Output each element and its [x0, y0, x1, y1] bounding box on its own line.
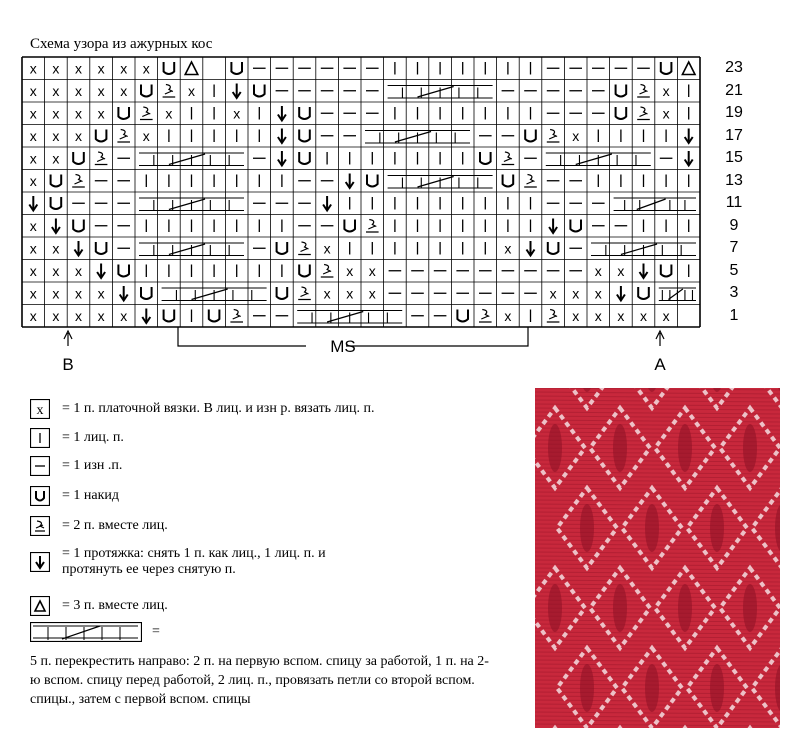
- chart-cell: [547, 130, 560, 143]
- chart-row: [30, 173, 689, 189]
- chart-cell: [51, 197, 62, 209]
- legend-text: = 1 протяжка: снять 1 п. как лиц., 1 лиц. п. и протянуть ее через снятую п.: [62, 546, 326, 577]
- svg-text:x: x: [120, 82, 128, 99]
- svg-text:x: x: [368, 262, 376, 279]
- chart-cell: [617, 286, 625, 301]
- svg-text:x: x: [97, 60, 105, 77]
- cable-note: 5 п. перекрестить направо: 2 п. на первую вспом. спицу за работой, 1 п. на 2-ю вспом. спицу перед работой, 2 лиц. п., провязать петли со второй вспом. спицы., затем с первой вспом. спицы: [30, 654, 489, 707]
- chart-cell: [277, 242, 288, 254]
- svg-text:x: x: [97, 307, 105, 324]
- chart-cell: [616, 85, 627, 97]
- chart-cell: [30, 263, 37, 279]
- chart-cell: [572, 308, 579, 324]
- chart-cell: [75, 241, 83, 256]
- row-number: 11: [725, 194, 743, 211]
- chart-cell: [369, 285, 376, 301]
- cable-cross-symbol: [546, 153, 651, 166]
- row-number: 9: [729, 216, 739, 234]
- chart-cell: [550, 285, 557, 301]
- svg-text:x: x: [29, 217, 37, 234]
- chart-cell: [663, 105, 670, 121]
- chart-cell: [480, 152, 491, 164]
- chart-cell: [52, 128, 59, 144]
- cable-cross-symbol: [139, 153, 244, 166]
- legend-item: [30, 596, 168, 616]
- chart-cell: [324, 285, 331, 301]
- chart-cell: [75, 308, 82, 324]
- chart-cell: [98, 83, 105, 99]
- svg-text:x: x: [504, 240, 512, 257]
- chart-cell: [30, 285, 37, 301]
- cable-cross-symbol: [162, 288, 267, 301]
- legend-text: = 1 лиц. п.: [62, 430, 124, 445]
- chart-cell: [98, 285, 105, 301]
- svg-text:x: x: [29, 172, 37, 189]
- chart-cell: [52, 150, 59, 166]
- chart-cell: [685, 151, 693, 166]
- chart-cell: [164, 62, 175, 74]
- svg-text:x: x: [188, 82, 195, 99]
- legend-item: [30, 486, 119, 506]
- knit-sample-photo: [535, 388, 780, 728]
- chart-cell: [663, 83, 670, 99]
- cable-cross-symbol: [297, 311, 402, 324]
- chart-cell: [503, 175, 514, 187]
- legend-symbol-icon: [30, 596, 50, 616]
- chart-cell: [30, 150, 37, 166]
- chart-cell: [120, 308, 127, 324]
- chart-cell: [95, 152, 108, 165]
- chart-cell: [98, 105, 105, 121]
- legend-item: [30, 428, 124, 448]
- chart-cell: [299, 107, 310, 119]
- row-number: 19: [725, 104, 743, 121]
- svg-text:x: x: [36, 403, 44, 418]
- chart-row: [30, 105, 689, 121]
- svg-text:x: x: [617, 262, 625, 279]
- chart-cell: [118, 107, 129, 119]
- row-number: 21: [725, 81, 743, 99]
- chart-cell: [120, 60, 127, 76]
- chart-cell: [96, 242, 107, 254]
- svg-text:x: x: [29, 82, 37, 99]
- cable-cross-symbol: [388, 176, 493, 189]
- chart-cell: [685, 129, 693, 144]
- chart-cell: [298, 242, 311, 255]
- chart-row: [30, 285, 696, 301]
- chart-cell: [141, 85, 152, 97]
- chart-cell: [75, 60, 82, 76]
- chart-cell: [30, 128, 37, 144]
- chart-cell: [299, 152, 310, 164]
- svg-text:x: x: [52, 127, 60, 144]
- chart-cell: [120, 83, 127, 99]
- chart-cell: [75, 83, 82, 99]
- chart-cell: [209, 310, 220, 322]
- chart-cell: [617, 263, 624, 279]
- chart-cell: [51, 175, 62, 187]
- chart-cell: [52, 285, 59, 301]
- legend-text: = 2 п. вместе лиц.: [62, 518, 168, 533]
- chart-row: [30, 60, 695, 76]
- chart-cell: [278, 106, 286, 121]
- chart-cell: [616, 107, 627, 119]
- chart-cell: [30, 240, 37, 256]
- chart-cell: [73, 152, 84, 164]
- chart-cell: [75, 285, 82, 301]
- svg-text:x: x: [29, 105, 37, 122]
- svg-text:x: x: [29, 285, 37, 302]
- svg-text:x: x: [233, 105, 241, 122]
- marker-b-label: B: [62, 355, 74, 374]
- chart-cell: [29, 196, 37, 211]
- chart-row: [30, 308, 670, 324]
- chart-cell: [30, 60, 37, 76]
- legend-item: [30, 622, 160, 642]
- chart-cell: [572, 285, 579, 301]
- svg-text:x: x: [75, 262, 82, 279]
- chart-cell: [346, 285, 353, 301]
- row-number: 7: [729, 239, 739, 256]
- row-number: 15: [725, 149, 743, 166]
- chart-cell: [638, 287, 649, 299]
- chart-cell: [52, 83, 59, 99]
- chart-cell: [637, 85, 650, 98]
- chart-cell: [298, 287, 311, 300]
- chart-cell: [299, 130, 310, 142]
- chart-cell: [595, 263, 602, 279]
- chart-cell: [524, 175, 537, 188]
- svg-text:x: x: [75, 285, 82, 302]
- svg-text:x: x: [368, 285, 376, 302]
- svg-text:x: x: [617, 307, 625, 324]
- row-number: 3: [729, 284, 739, 301]
- chart-cell: [117, 130, 130, 143]
- svg-text:x: x: [142, 60, 150, 77]
- chart-cell: [52, 263, 59, 279]
- chart-cell: [640, 308, 647, 324]
- svg-text:x: x: [120, 307, 128, 324]
- chart-cell: [231, 62, 242, 74]
- chart-cell: [30, 308, 37, 324]
- svg-text:x: x: [662, 82, 670, 99]
- chart-cell: [504, 240, 511, 256]
- chart-cell: [278, 151, 286, 166]
- chart-cell: [52, 219, 60, 234]
- svg-text:x: x: [52, 105, 60, 122]
- chart-cell: [346, 263, 353, 279]
- legend-text: = 1 п. платочной вязки. В лиц. и изн р. вязать лиц. п.: [62, 401, 375, 416]
- legend-symbol-icon: [30, 552, 50, 572]
- legend-item: [30, 546, 326, 578]
- legend-item: [30, 456, 122, 476]
- chart-cell: [595, 285, 602, 301]
- svg-text:x: x: [29, 127, 37, 144]
- chart-cell: [30, 105, 37, 121]
- marker-a-label: A: [654, 355, 666, 374]
- chart-cell: [165, 105, 172, 121]
- chart-cell: [73, 220, 84, 232]
- svg-text:x: x: [75, 127, 82, 144]
- chart-cell: [324, 240, 331, 256]
- row-number: 23: [725, 59, 743, 76]
- svg-text:x: x: [504, 307, 512, 324]
- svg-text:x: x: [346, 285, 354, 302]
- chart-cell: [663, 308, 670, 324]
- chart-cell: [233, 84, 241, 99]
- chart-cell: [323, 196, 331, 211]
- svg-text:x: x: [594, 285, 602, 302]
- legend-item: [30, 399, 375, 419]
- svg-text:x: x: [594, 307, 602, 324]
- chart-cell: [570, 220, 581, 232]
- chart-cell: [164, 310, 175, 322]
- svg-text:x: x: [52, 285, 60, 302]
- svg-text:x: x: [29, 262, 37, 279]
- chart-cell: [163, 85, 176, 98]
- chart-cell: [254, 85, 265, 97]
- svg-text:x: x: [640, 307, 647, 324]
- chart-cell: [366, 220, 379, 233]
- legend-symbol-icon: [30, 486, 50, 506]
- svg-text:x: x: [29, 60, 37, 77]
- chart-cell: [52, 308, 59, 324]
- svg-text:x: x: [97, 82, 105, 99]
- chart-cell: [661, 265, 672, 277]
- legend-text: = 1 изн .п.: [62, 458, 123, 473]
- chart-cell: [185, 62, 198, 75]
- svg-text:x: x: [572, 285, 580, 302]
- chart-cell: [142, 309, 150, 324]
- svg-text:x: x: [572, 307, 580, 324]
- legend-symbol-icon: [30, 516, 50, 536]
- svg-text:x: x: [662, 105, 670, 122]
- svg-text:x: x: [52, 60, 60, 77]
- chart-cell: [369, 263, 376, 279]
- cable-cross-symbol: [139, 198, 244, 211]
- chart-row: [30, 83, 689, 99]
- svg-text:x: x: [97, 105, 105, 122]
- chart-cell: [30, 83, 37, 99]
- svg-text:x: x: [594, 262, 602, 279]
- legend-symbol-icon: [30, 428, 50, 448]
- svg-text:x: x: [323, 240, 331, 257]
- row-number: 13: [725, 171, 743, 189]
- cable-cross-symbol: [591, 243, 696, 256]
- chart-cell: [141, 287, 152, 299]
- chart-cell: [321, 265, 334, 278]
- svg-text:x: x: [75, 60, 82, 77]
- svg-text:x: x: [572, 127, 580, 144]
- svg-text:x: x: [120, 60, 128, 77]
- chart-row: [29, 196, 696, 211]
- chart-cell: [97, 264, 105, 279]
- cable-cross-symbol: [139, 243, 244, 256]
- chart-cell: [479, 310, 492, 323]
- svg-text:x: x: [75, 82, 82, 99]
- chart-cell: [640, 264, 648, 279]
- svg-text:x: x: [75, 105, 82, 122]
- marker-b-arrow: [64, 331, 72, 346]
- chart-cell: [617, 308, 624, 324]
- svg-text:x: x: [29, 307, 37, 324]
- chart-cell: [98, 308, 105, 324]
- chart-cell: [118, 265, 129, 277]
- chart-cell: [367, 175, 378, 187]
- chart-cell: [96, 130, 107, 142]
- legend-symbol-icon: [30, 399, 50, 419]
- chart-cell: [572, 128, 579, 144]
- chart-cell: [188, 83, 195, 99]
- cable-cross-symbol: [365, 131, 470, 144]
- svg-text:x: x: [52, 82, 60, 99]
- chart-cell: [143, 128, 150, 144]
- chart-row: [30, 218, 689, 234]
- chart-cell: [637, 107, 650, 120]
- chart-cell: [75, 105, 82, 121]
- chart-cell: [502, 152, 515, 165]
- chart-cell: [52, 60, 59, 76]
- legend-text: =: [152, 624, 160, 639]
- row-number: 17: [725, 126, 743, 144]
- chart-row: [30, 240, 696, 256]
- svg-text:x: x: [97, 285, 105, 302]
- chart-row: [30, 263, 689, 279]
- legend-text: = 1 накид: [62, 488, 120, 503]
- svg-text:x: x: [346, 262, 354, 279]
- legend-item: [30, 516, 168, 536]
- chart-cell: [595, 308, 602, 324]
- chart-cell: [547, 310, 560, 323]
- chart-cell: [230, 310, 243, 323]
- chart-cell: [682, 62, 695, 75]
- chart-cell: [661, 62, 672, 74]
- marker-a-arrow: [656, 331, 664, 346]
- chart-cell: [120, 286, 128, 301]
- chart-cell: [75, 128, 82, 144]
- chart-cell: [52, 105, 59, 121]
- svg-text:x: x: [29, 240, 37, 257]
- chart-cell: [72, 175, 85, 188]
- row-number: 5: [729, 261, 739, 279]
- chart-cell: [549, 219, 557, 234]
- chart-cell: [299, 265, 310, 277]
- ms-label: MS: [330, 337, 356, 356]
- chart-title: Схема узора из ажурных кос: [30, 36, 213, 52]
- chart-cell: [98, 60, 105, 76]
- chart-cell: [278, 129, 286, 144]
- chart-cell: [527, 241, 535, 256]
- cable-cross-icon: [30, 622, 142, 642]
- legend-symbol-icon: [30, 456, 50, 476]
- svg-text:x: x: [549, 285, 557, 302]
- svg-text:x: x: [662, 307, 670, 324]
- svg-text:x: x: [323, 285, 331, 302]
- chart-cell: [52, 240, 59, 256]
- row-number: 1: [729, 306, 739, 324]
- svg-text:x: x: [142, 127, 150, 144]
- chart-cell: [277, 287, 288, 299]
- svg-text:x: x: [165, 105, 173, 122]
- svg-text:x: x: [52, 150, 60, 167]
- chart-cell: [346, 174, 354, 189]
- chart-cell: [457, 310, 468, 322]
- chart-cell: [344, 220, 355, 232]
- chart-cell: [30, 173, 37, 189]
- chart-cell: [504, 308, 511, 324]
- chart-cell: [525, 130, 536, 142]
- chart-cell: [548, 242, 559, 254]
- chart-cell: [30, 218, 37, 234]
- svg-text:x: x: [52, 262, 60, 279]
- chart-cell: [233, 105, 240, 121]
- chart-cell: [140, 107, 153, 120]
- svg-text:x: x: [52, 307, 60, 324]
- svg-text:x: x: [52, 240, 60, 257]
- legend-text: = 3 п. вместе лиц.: [62, 598, 168, 613]
- svg-text:x: x: [29, 150, 37, 167]
- chart-cell: [143, 60, 150, 76]
- cable-cross-symbol: [388, 86, 493, 99]
- svg-text:x: x: [75, 307, 82, 324]
- chart-cell: [75, 263, 82, 279]
